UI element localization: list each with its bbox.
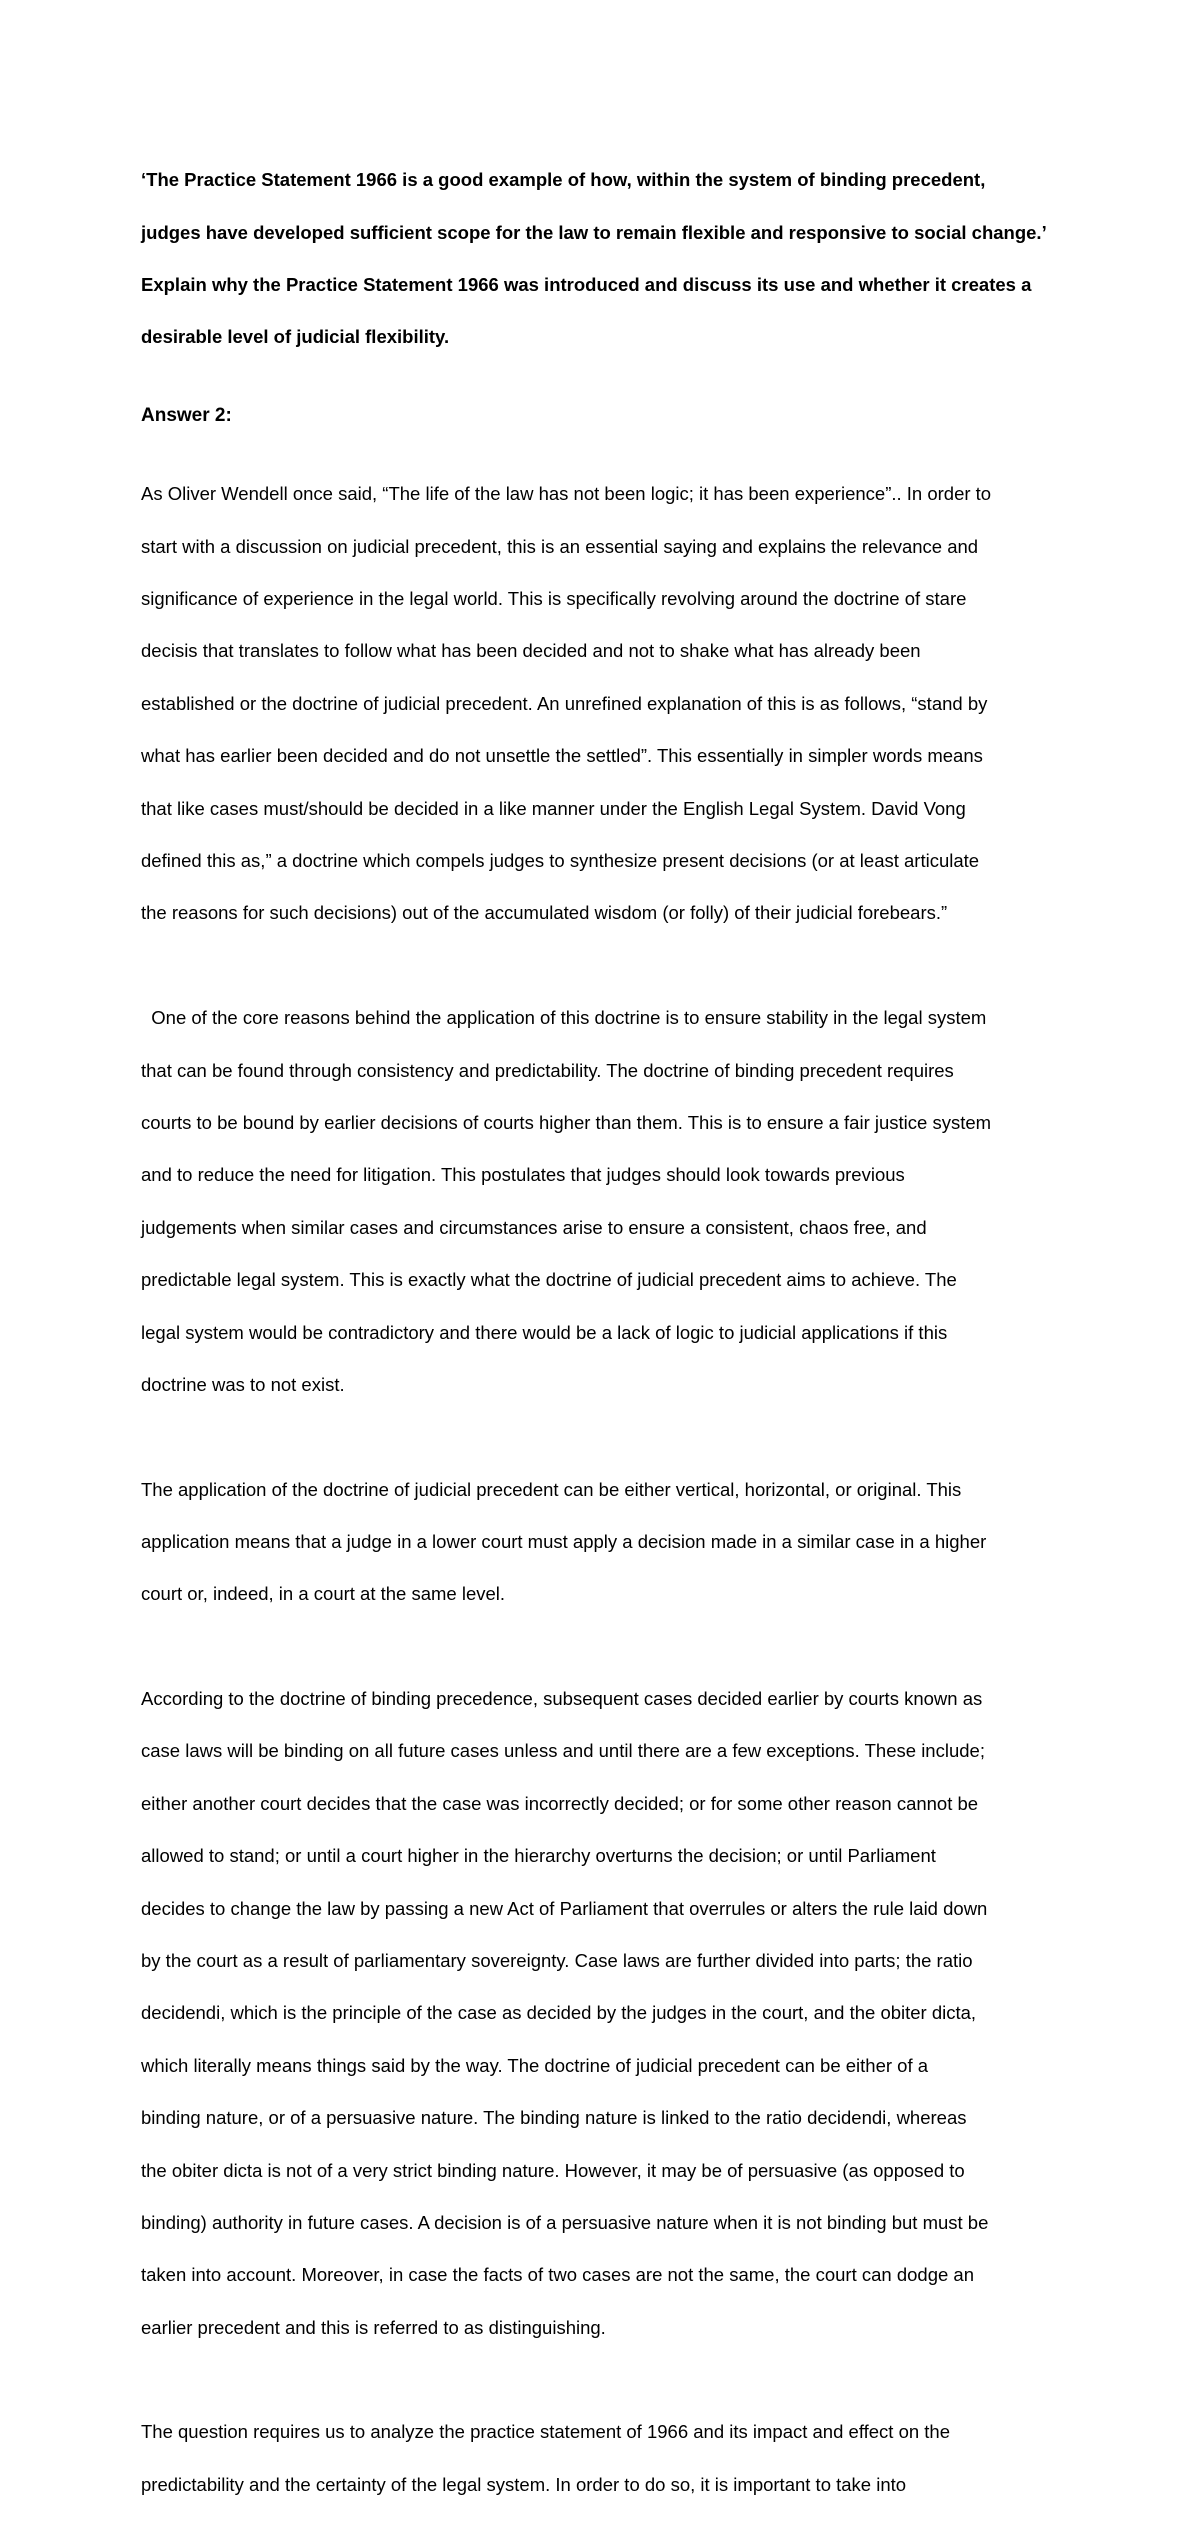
- paragraph-binding-precedence: [141, 1660, 1061, 2367]
- paragraph-line: application means that a judge in a lower court must apply a decision made in a similar case in a higher: [141, 1530, 987, 1552]
- question-line: ‘The Practice Statement 1966 is a good example of how, within the system of binding precedent,: [141, 169, 986, 191]
- paragraph-line: earlier precedent and this is referred to as distinguishing.: [141, 2316, 606, 2338]
- paragraph-line: by the court as a result of parliamentary sovereignty. Case laws are further divided into parts; the ratio: [141, 1950, 973, 1971]
- document-body: [141, 141, 1061, 2524]
- paragraph-line: binding) authority in future cases. A decision is of a persuasive nature when it is not binding but must be: [141, 2212, 989, 2234]
- paragraph-line: established or the doctrine of judicial precedent. An unrefined explanation of this is as follows, “stand by: [141, 692, 988, 714]
- paragraph-line: courts to be bound by earlier decisions of courts higher than them. This is to ensure a fair justice system: [141, 1111, 992, 1133]
- question-line: Explain why the Practice Statement 1966 was introduced and discuss its use and whether it creates a: [141, 274, 1032, 296]
- question-line: judges have developed sufficient scope for the law to remain flexible and responsive to social change.’: [141, 221, 1047, 243]
- paragraph-line: that like cases must/should be decided in a like manner under the English Legal System. David Vong: [141, 797, 966, 819]
- paragraph-line: which literally means things said by the way. The doctrine of judicial precedent can be either of a: [141, 2054, 929, 2076]
- paragraph-line: binding nature, or of a persuasive nature. The binding nature is linked to the ratio decidendi, whereas: [141, 2107, 967, 2129]
- paragraph-line: court or, indeed, in a court at the same level.: [141, 1583, 506, 1605]
- paragraph-line: allowed to stand; or until a court higher in the hierarchy overturns the decision; or until Parliament: [141, 1845, 936, 1867]
- question-line: desirable level of judicial flexibility.: [141, 326, 450, 348]
- paragraph-line: predictability and the certainty of the legal system. In order to do so, it is important to take into: [141, 2473, 907, 2495]
- paragraph-line: decisis that translates to follow what has been decided and not to shake what has already been: [141, 640, 921, 662]
- answer-heading: Answer 2:: [141, 404, 232, 426]
- paragraph-line: either another court decides that the case was incorrectly decided; or for some other reason cannot be: [141, 1792, 979, 1814]
- paragraph-line: what has earlier been decided and do not unsettle the settled”. This essentially in simpler words means: [141, 745, 983, 767]
- paragraph-line: decidendi, which is the principle of the case as decided by the judges in the court, and the obiter dicta,: [141, 2002, 977, 2024]
- paragraph-line: judgements when similar cases and circumstances arise to ensure a consistent, chaos free, and: [141, 1216, 927, 1238]
- paragraph-line: The question requires us to analyze the practice statement of 1966 and its impact and effect on the: [141, 2421, 951, 2443]
- paragraph-intro: [141, 455, 1061, 953]
- paragraph-line: One of the core reasons behind the application of this doctrine is to ensure stability in the legal system: [141, 1007, 987, 1029]
- essay-question: [141, 141, 1061, 377]
- paragraph-line: the obiter dicta is not of a very strict binding nature. However, it may be of persuasive (as opposed to: [141, 2159, 965, 2181]
- paragraph-line: As Oliver Wendell once said, “The life of the law has not been logic; it has been experience”.. In order to: [141, 483, 992, 505]
- paragraph-line: the reasons for such decisions) out of the accumulated wisdom (or folly) of their judicial forebears.”: [141, 902, 948, 924]
- paragraph-line: that can be found through consistency and predictability. The doctrine of binding precedent requires: [141, 1059, 954, 1081]
- paragraph-line: significance of experience in the legal world. This is specifically revolving around the doctrine of stare: [141, 588, 967, 610]
- paragraph-question-analysis: [141, 2393, 1061, 2524]
- paragraph-line: doctrine was to not exist.: [141, 1373, 345, 1395]
- paragraph-line: The application of the doctrine of judicial precedent can be either vertical, horizontal, or original. This: [141, 1478, 962, 1500]
- paragraph-line: start with a discussion on judicial precedent, this is an essential saying and explains the relevance and: [141, 535, 979, 557]
- paragraph-line: case laws will be binding on all future cases unless and until there are a few exceptions. These include;: [141, 1740, 985, 1762]
- paragraph-line: predictable legal system. This is exactly what the doctrine of judicial precedent aims to achieve. The: [141, 1269, 957, 1291]
- paragraph-stability: [141, 979, 1061, 1424]
- paragraph-application: [141, 1450, 1061, 1633]
- paragraph-line: and to reduce the need for litigation. This postulates that judges should look towards previous: [141, 1164, 905, 1186]
- paragraph-line: defined this as,” a doctrine which compels judges to synthesize present decisions (or at least articulate: [141, 850, 980, 872]
- paragraph-line: According to the doctrine of binding precedence, subsequent cases decided earlier by courts known as: [141, 1687, 983, 1709]
- paragraph-line: legal system would be contradictory and there would be a lack of logic to judicial applications if this: [141, 1321, 948, 1343]
- paragraph-line: taken into account. Moreover, in case the facts of two cases are not the same, the court can dodge an: [141, 2264, 974, 2286]
- paragraph-line: decides to change the law by passing a new Act of Parliament that overrules or alters the rule laid down: [141, 1897, 988, 1919]
